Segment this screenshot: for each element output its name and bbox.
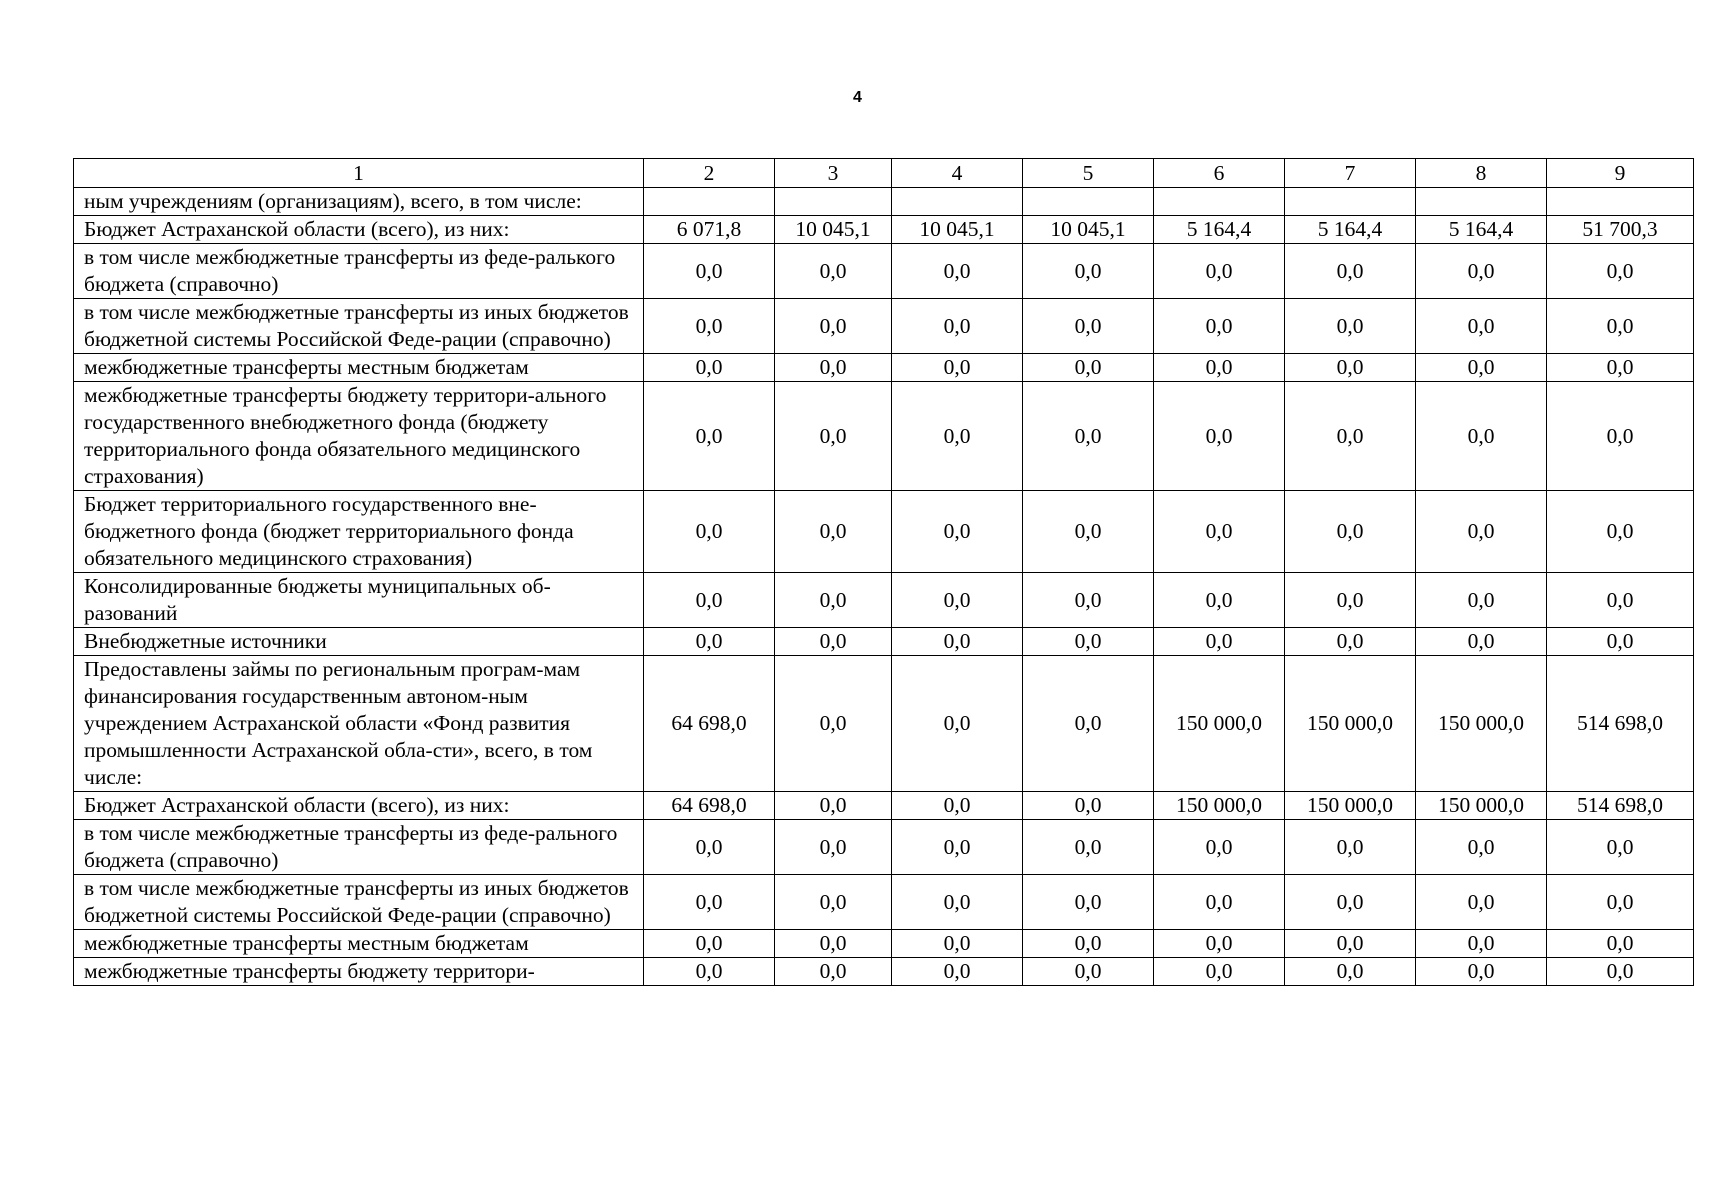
- value-cell-col-5: 0,0: [1023, 382, 1154, 491]
- row-label: Консолидированные бюджеты муниципальных об-разований: [74, 573, 644, 628]
- column-header-7: 7: [1285, 159, 1416, 188]
- row-label: межбюджетные трансферты местным бюджетам: [74, 354, 644, 382]
- value-cell-col-4: 0,0: [892, 792, 1023, 820]
- value-cell-col-4: 0,0: [892, 299, 1023, 354]
- value-cell-col-8: 0,0: [1416, 244, 1547, 299]
- value-cell-col-2: 0,0: [644, 491, 775, 573]
- value-cell-col-7: 5 164,4: [1285, 216, 1416, 244]
- value-cell-col-8: [1416, 188, 1547, 216]
- value-cell-col-3: 0,0: [775, 354, 892, 382]
- value-cell-col-3: 0,0: [775, 628, 892, 656]
- value-cell-col-5: [1023, 188, 1154, 216]
- value-cell-col-9: 0,0: [1547, 491, 1694, 573]
- value-cell-col-4: 0,0: [892, 354, 1023, 382]
- value-cell-col-5: 0,0: [1023, 656, 1154, 792]
- value-cell-col-9: [1547, 188, 1694, 216]
- value-cell-col-5: 0,0: [1023, 354, 1154, 382]
- value-cell-col-3: 0,0: [775, 382, 892, 491]
- value-cell-col-4: 0,0: [892, 958, 1023, 986]
- value-cell-col-2: [644, 188, 775, 216]
- value-cell-col-6: 0,0: [1154, 354, 1285, 382]
- value-cell-col-6: 0,0: [1154, 628, 1285, 656]
- value-cell-col-9: 0,0: [1547, 958, 1694, 986]
- value-cell-col-7: 0,0: [1285, 244, 1416, 299]
- column-header-5: 5: [1023, 159, 1154, 188]
- table-row: [74, 820, 1694, 875]
- value-cell-col-9: 0,0: [1547, 244, 1694, 299]
- value-cell-col-4: 0,0: [892, 875, 1023, 930]
- value-cell-col-2: 0,0: [644, 958, 775, 986]
- column-header-8: 8: [1416, 159, 1547, 188]
- column-header-4: 4: [892, 159, 1023, 188]
- value-cell-col-3: 0,0: [775, 656, 892, 792]
- value-cell-col-6: 0,0: [1154, 958, 1285, 986]
- value-cell-col-4: 0,0: [892, 382, 1023, 491]
- row-label: в том числе межбюджетные трансферты из феде-ралького бюджета (справочно): [74, 244, 644, 299]
- value-cell-col-5: 0,0: [1023, 820, 1154, 875]
- value-cell-col-7: 0,0: [1285, 491, 1416, 573]
- column-header-1: 1: [74, 159, 644, 188]
- value-cell-col-7: 0,0: [1285, 573, 1416, 628]
- value-cell-col-7: 0,0: [1285, 820, 1416, 875]
- value-cell-col-2: 0,0: [644, 820, 775, 875]
- value-cell-col-2: 0,0: [644, 382, 775, 491]
- value-cell-col-9: 514 698,0: [1547, 656, 1694, 792]
- value-cell-col-8: 0,0: [1416, 628, 1547, 656]
- value-cell-col-3: 0,0: [775, 958, 892, 986]
- value-cell-col-6: [1154, 188, 1285, 216]
- value-cell-col-8: 0,0: [1416, 491, 1547, 573]
- row-label: ным учреждениям (организациям), всего, в том числе:: [74, 188, 644, 216]
- value-cell-col-2: 6 071,8: [644, 216, 775, 244]
- value-cell-col-6: 0,0: [1154, 875, 1285, 930]
- table-row: [74, 491, 1694, 573]
- column-header-2: 2: [644, 159, 775, 188]
- value-cell-col-3: 0,0: [775, 491, 892, 573]
- value-cell-col-8: 0,0: [1416, 354, 1547, 382]
- row-label: Бюджет Астраханской области (всего), из них:: [74, 216, 644, 244]
- value-cell-col-2: 0,0: [644, 354, 775, 382]
- value-cell-col-8: 0,0: [1416, 958, 1547, 986]
- value-cell-col-6: 150 000,0: [1154, 656, 1285, 792]
- value-cell-col-6: 150 000,0: [1154, 792, 1285, 820]
- value-cell-col-4: 0,0: [892, 491, 1023, 573]
- row-label: межбюджетные трансферты бюджету территори-ального государственного внебюджетного фонда (бюджету территориального фонда обязательного медицинского страхования): [74, 382, 644, 491]
- value-cell-col-4: [892, 188, 1023, 216]
- table-row: [74, 299, 1694, 354]
- value-cell-col-3: 10 045,1: [775, 216, 892, 244]
- value-cell-col-7: 0,0: [1285, 930, 1416, 958]
- value-cell-col-7: [1285, 188, 1416, 216]
- row-label: межбюджетные трансферты местным бюджетам: [74, 930, 644, 958]
- table-row: [74, 930, 1694, 958]
- value-cell-col-2: 0,0: [644, 299, 775, 354]
- value-cell-col-6: 0,0: [1154, 491, 1285, 573]
- row-label: Бюджет Астраханской области (всего), из них:: [74, 792, 644, 820]
- row-label: межбюджетные трансферты бюджету территори-: [74, 958, 644, 986]
- value-cell-col-2: 64 698,0: [644, 792, 775, 820]
- row-label: в том числе межбюджетные трансферты из иных бюджетов бюджетной системы Российской Феде-рации (справочно): [74, 875, 644, 930]
- value-cell-col-8: 5 164,4: [1416, 216, 1547, 244]
- value-cell-col-7: 0,0: [1285, 382, 1416, 491]
- column-header-6: 6: [1154, 159, 1285, 188]
- column-header-3: 3: [775, 159, 892, 188]
- value-cell-col-6: 0,0: [1154, 820, 1285, 875]
- value-cell-col-6: 0,0: [1154, 244, 1285, 299]
- value-cell-col-7: 0,0: [1285, 354, 1416, 382]
- value-cell-col-6: 0,0: [1154, 573, 1285, 628]
- value-cell-col-4: 0,0: [892, 244, 1023, 299]
- table-body: [74, 159, 1694, 986]
- page-number: 4: [853, 89, 862, 106]
- value-cell-col-7: 0,0: [1285, 958, 1416, 986]
- value-cell-col-3: [775, 188, 892, 216]
- value-cell-col-5: 0,0: [1023, 299, 1154, 354]
- value-cell-col-5: 0,0: [1023, 573, 1154, 628]
- table-row: [74, 656, 1694, 792]
- value-cell-col-2: 0,0: [644, 573, 775, 628]
- value-cell-col-8: 150 000,0: [1416, 656, 1547, 792]
- value-cell-col-8: 0,0: [1416, 875, 1547, 930]
- row-label: в том числе межбюджетные трансферты из иных бюджетов бюджетной системы Российской Феде-рации (справочно): [74, 299, 644, 354]
- value-cell-col-7: 0,0: [1285, 875, 1416, 930]
- value-cell-col-2: 0,0: [644, 244, 775, 299]
- value-cell-col-2: 0,0: [644, 628, 775, 656]
- row-label: Предоставлены займы по региональным програм-мам финансирования государственным автоном-ным учреждением Астраханской области «Фонд развития промышленности Астраханской обла-сти», всего, в том числе:: [74, 656, 644, 792]
- value-cell-col-5: 0,0: [1023, 930, 1154, 958]
- value-cell-col-4: 10 045,1: [892, 216, 1023, 244]
- value-cell-col-4: 0,0: [892, 656, 1023, 792]
- value-cell-col-8: 0,0: [1416, 382, 1547, 491]
- value-cell-col-7: 150 000,0: [1285, 656, 1416, 792]
- value-cell-col-2: 0,0: [644, 875, 775, 930]
- table-row: [74, 382, 1694, 491]
- value-cell-col-6: 0,0: [1154, 299, 1285, 354]
- value-cell-col-3: 0,0: [775, 792, 892, 820]
- value-cell-col-8: 150 000,0: [1416, 792, 1547, 820]
- budget-table: [73, 158, 1694, 986]
- value-cell-col-3: 0,0: [775, 244, 892, 299]
- value-cell-col-7: 0,0: [1285, 628, 1416, 656]
- value-cell-col-3: 0,0: [775, 820, 892, 875]
- row-label: Внебюджетные источники: [74, 628, 644, 656]
- value-cell-col-5: 0,0: [1023, 875, 1154, 930]
- value-cell-col-2: 0,0: [644, 930, 775, 958]
- value-cell-col-9: 0,0: [1547, 299, 1694, 354]
- value-cell-col-9: 514 698,0: [1547, 792, 1694, 820]
- table-row: [74, 573, 1694, 628]
- value-cell-col-3: 0,0: [775, 573, 892, 628]
- value-cell-col-6: 5 164,4: [1154, 216, 1285, 244]
- value-cell-col-8: 0,0: [1416, 820, 1547, 875]
- value-cell-col-6: 0,0: [1154, 930, 1285, 958]
- value-cell-col-9: 0,0: [1547, 820, 1694, 875]
- value-cell-col-5: 10 045,1: [1023, 216, 1154, 244]
- table-row: [74, 216, 1694, 244]
- value-cell-col-7: 0,0: [1285, 299, 1416, 354]
- value-cell-col-9: 0,0: [1547, 573, 1694, 628]
- value-cell-col-9: 0,0: [1547, 875, 1694, 930]
- value-cell-col-4: 0,0: [892, 628, 1023, 656]
- value-cell-col-5: 0,0: [1023, 244, 1154, 299]
- value-cell-col-4: 0,0: [892, 930, 1023, 958]
- column-header-9: 9: [1547, 159, 1694, 188]
- value-cell-col-8: 0,0: [1416, 299, 1547, 354]
- value-cell-col-9: 0,0: [1547, 628, 1694, 656]
- table-row: [74, 875, 1694, 930]
- row-label: Бюджет территориального государственного вне-бюджетного фонда (бюджет территориального фонда обязательного медицинского страхования): [74, 491, 644, 573]
- table-row: [74, 958, 1694, 986]
- value-cell-col-9: 51 700,3: [1547, 216, 1694, 244]
- value-cell-col-8: 0,0: [1416, 930, 1547, 958]
- value-cell-col-5: 0,0: [1023, 792, 1154, 820]
- value-cell-col-3: 0,0: [775, 299, 892, 354]
- value-cell-col-4: 0,0: [892, 820, 1023, 875]
- value-cell-col-2: 64 698,0: [644, 656, 775, 792]
- row-label: в том числе межбюджетные трансферты из феде-рального бюджета (справочно): [74, 820, 644, 875]
- table-row: [74, 354, 1694, 382]
- value-cell-col-3: 0,0: [775, 875, 892, 930]
- value-cell-col-5: 0,0: [1023, 491, 1154, 573]
- table-row: [74, 188, 1694, 216]
- value-cell-col-7: 150 000,0: [1285, 792, 1416, 820]
- value-cell-col-9: 0,0: [1547, 354, 1694, 382]
- value-cell-col-6: 0,0: [1154, 382, 1285, 491]
- value-cell-col-9: 0,0: [1547, 382, 1694, 491]
- table-row: [74, 244, 1694, 299]
- value-cell-col-8: 0,0: [1416, 573, 1547, 628]
- header-row: [74, 159, 1694, 188]
- table-row: [74, 628, 1694, 656]
- value-cell-col-4: 0,0: [892, 573, 1023, 628]
- value-cell-col-9: 0,0: [1547, 930, 1694, 958]
- value-cell-col-5: 0,0: [1023, 958, 1154, 986]
- table-row: [74, 792, 1694, 820]
- value-cell-col-5: 0,0: [1023, 628, 1154, 656]
- value-cell-col-3: 0,0: [775, 930, 892, 958]
